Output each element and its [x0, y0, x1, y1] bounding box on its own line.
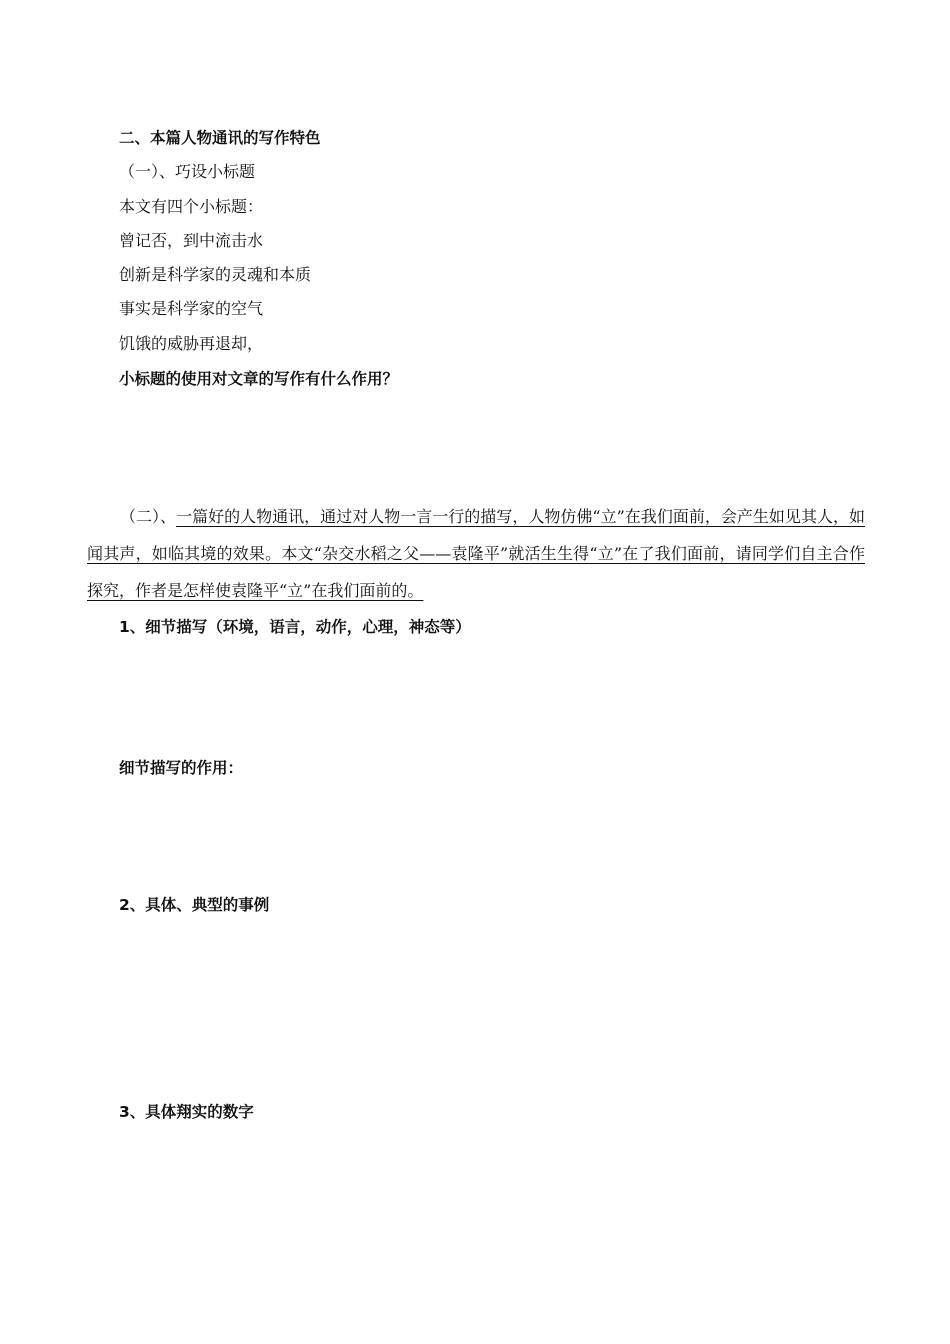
- item-detail-description: 1、细节描写（环境，语言，动作，心理，神态等）: [119, 618, 471, 636]
- subtitle-item: 创新是科学家的灵魂和本质: [119, 265, 312, 284]
- subsection-two-paragraph: [87, 498, 865, 609]
- subsection-one-title: （一）、巧设小标题: [119, 162, 256, 181]
- subtitle-question: 小标题的使用对文章的写作有什么作用？: [119, 370, 399, 388]
- item-typical-examples: 2、具体、典型的事例: [119, 896, 270, 914]
- subsection-two-text: 一篇好的人物通讯，通过对人物一言一行的描写，人物仿佛“立”在我们面前，会产生如见其人，如闻其声，如临其境的效果。本文“杂交水稻之父——袁隆平”就活生生得“立”在了我们面前，请同学们自主合作探究，作者是怎样使袁隆平“立”在我们面前的。: [87, 507, 865, 600]
- subtitle-item: 曾记否，到中流击水: [119, 231, 264, 250]
- subtitles-intro: 本文有四个小标题：: [119, 197, 264, 216]
- subtitle-item: 事实是科学家的空气: [119, 299, 264, 318]
- item-detail-effect: 细节描写的作用：: [119, 759, 244, 777]
- subtitle-item: 饥饿的威胁再退却，: [119, 334, 264, 353]
- subsection-two-prefix: （二）、: [120, 507, 177, 526]
- section-heading: 二、本篇人物通讯的写作特色: [119, 129, 321, 147]
- item-specific-numbers: 3、具体翔实的数字: [119, 1103, 254, 1121]
